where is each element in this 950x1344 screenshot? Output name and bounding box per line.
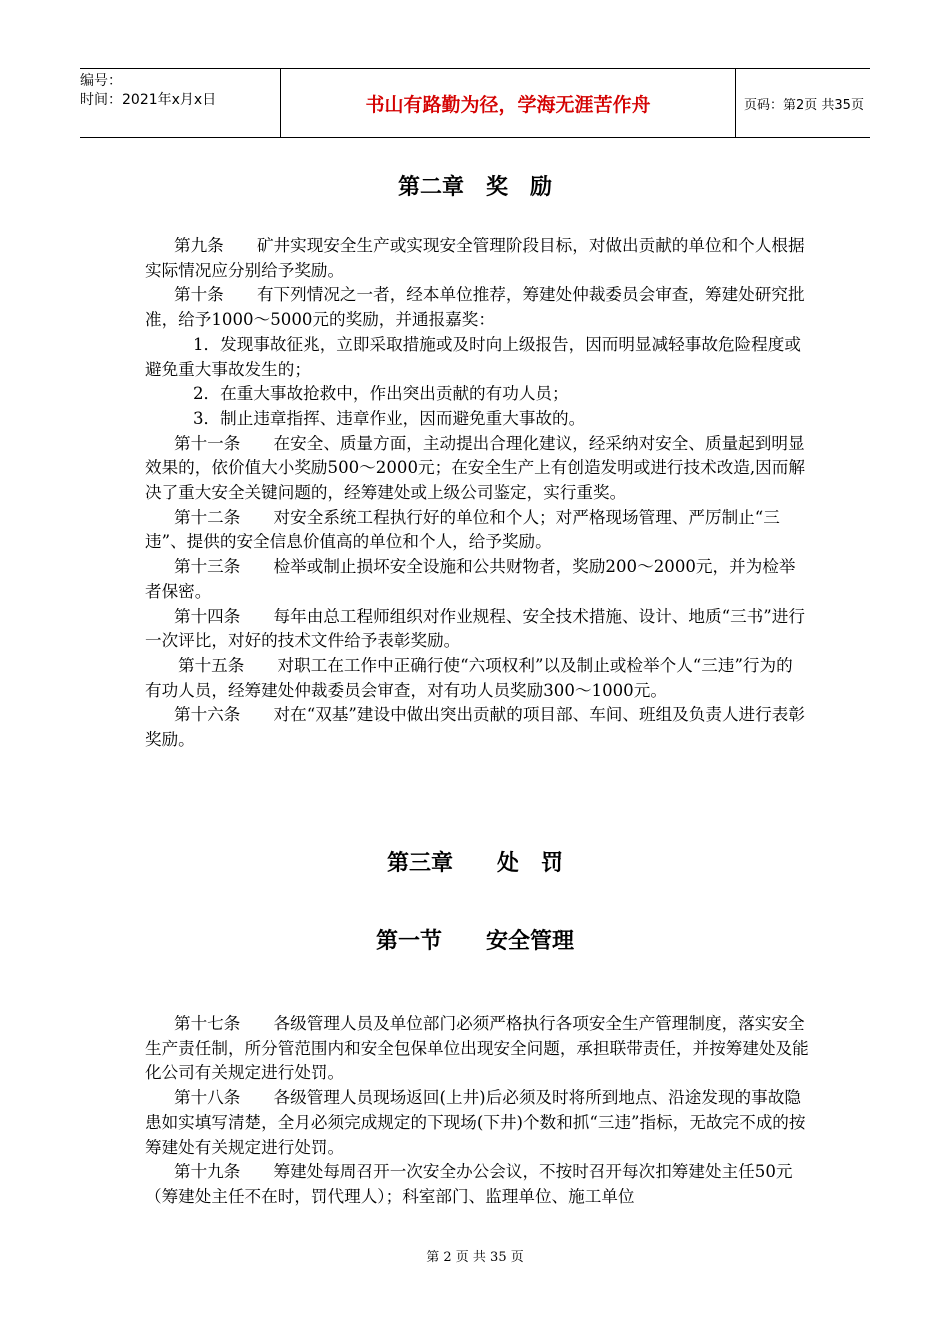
article-17: 第十七条 各级管理人员及单位部门必须严格执行各项安全生产管理制度，落实安全生产责任制，所分管范围内和安全包保单位出现安全问题，承担联带责任，并按筹建处及能化公司有关规定进行处罚。 [145, 1014, 809, 1083]
article-10-item-2: 2．在重大事故抢救中，作出突出贡献的有功人员； [193, 384, 569, 404]
article-9: 第九条 矿井实现安全生产或实现安全管理阶段目标，对做出贡献的单位和个人根据实际情况应分别给予奖励。 [145, 236, 805, 280]
article-10-item-1: 1．发现事故征兆，立即采取措施或及时向上级报告，因而明显减轻事故危险程度或避免重大事故发生的； [145, 334, 801, 379]
header-meta [80, 69, 280, 137]
header-motto: 书山有路勤为径，学海无涯苦作舟 [280, 69, 736, 137]
document-time-label: 时间：2021年x月x日 [80, 92, 217, 108]
section-1-title: 第一节 安全管理 [375, 929, 574, 954]
document-number-label: 编号： [80, 73, 122, 89]
page-footer: 第 2 页 共 35 页 [426, 1250, 524, 1265]
article-10-item-3: 3．制止违章指挥、违章作业，因而避免重大事故的。 [193, 408, 586, 428]
article-16: 第十六条 对在“双基”建设中做出突出贡献的项目部、车间、班组及负责人进行表彰奖励。 [145, 705, 805, 750]
article-18: 第十八条 各级管理人员现场返回(上井)后必须及时将所到地点、沿途发现的事故隐患如实填写清楚，全月必须完成规定的下现场(下井)个数和抓“三违”指标，无故完不成的按筹建处有关规定进行处罚。 [145, 1088, 806, 1157]
article-19: 第十九条 筹建处每周召开一次安全办公会议，不按时召开每次扣筹建处主任50元（筹建处主任不在时，罚代理人）；科室部门、监理单位、施工单位 [145, 1162, 793, 1206]
page-header [80, 68, 870, 138]
article-11: 第十一条 在安全、质量方面，主动提出合理化建议，经采纳对安全、质量起到明显效果的，依价值大小奖励500～2000元；在安全生产上有创造发明或进行技术改造,因而解决了重大安全关键问题的，经筹建处或上级公司鉴定，实行重奖。 [145, 433, 805, 503]
chapter-2-body [145, 234, 809, 753]
article-10: 第十条 有下列情况之一者，经本单位推荐，筹建处仲裁委员会审查，筹建处研究批准，给予1000～5000元的奖励，并通报嘉奖： [145, 285, 805, 330]
article-14: 第十四条 每年由总工程师组织对作业规程、安全技术措施、设计、地质“三书”进行一次评比，对好的技术文件给予表彰奖励。 [145, 606, 805, 651]
article-13: 第十三条 检举或制止损坏安全设施和公共财物者，奖励200～2000元，并为检举者保密。 [145, 557, 796, 601]
chapter-2-title: 第二章 奖 励 [397, 175, 552, 200]
article-15: 第十五条 对职工在工作中正确行使“六项权利”以及制止或检举个人“三违”行为的有功人员，经筹建处仲裁委员会审查，对有功人员奖励300～1000元。 [145, 655, 793, 700]
chapter-3-title: 第三章 处 罚 [386, 851, 563, 876]
chapter-3-body [145, 1012, 809, 1210]
header-page-info: 页码：第2页 共35页 [744, 97, 864, 113]
article-12: 第十二条 对安全系统工程执行好的单位和个人；对严格现场管理、严厉制止“三违”、提供的安全信息价值高的单位和个人，给予奖励。 [145, 507, 780, 552]
